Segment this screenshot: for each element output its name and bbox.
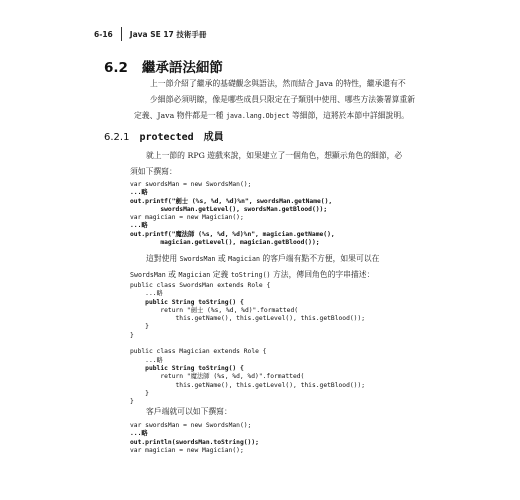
section-heading xyxy=(104,56,223,76)
text-line: 客戶端就可以如下撰寫： xyxy=(146,407,232,416)
code-line: return "魔法師 (%s, %d, %d)".formatted( xyxy=(130,373,305,381)
paragraph-1 xyxy=(130,148,403,180)
code-line xyxy=(130,340,365,348)
code-line: this.getName(), this.getLevel(), this.getBlood()); xyxy=(130,315,366,323)
book-title: Java SE 17 技術手冊 xyxy=(129,29,207,39)
code-line: ...略 xyxy=(130,189,148,197)
code-line: } xyxy=(130,323,149,331)
code-line: out.println(swordsMan.toString()); xyxy=(130,438,259,446)
text-line: SwordsMan 或 Magician 定義 toString() 方法，傳回角色的字串描述： xyxy=(130,270,375,279)
code-block-3 xyxy=(130,422,259,455)
code-line: } xyxy=(130,398,134,406)
code-line: ...略 xyxy=(130,356,163,364)
code-line: ...略 xyxy=(130,430,148,438)
code-line: } xyxy=(130,389,149,397)
code-line: public String toString() { xyxy=(130,298,244,306)
code-line: this.getName(), this.getLevel(), this.getBlood()); xyxy=(130,381,366,389)
code-line: swordsMan.getLevel(), swordsMan.getBlood()); xyxy=(130,205,328,213)
text-line: 須如下撰寫： xyxy=(130,167,177,176)
text-line: 上一節介紹了繼承的基礎觀念與語法，然而結合 Java 的特性，繼承還有不 xyxy=(150,79,406,88)
code-line: public class Magician extends Role { xyxy=(130,348,267,356)
code-line: var swordsMan = new SwordsMan(); xyxy=(130,181,252,188)
code-block-1 xyxy=(130,181,335,247)
code-line: return "劍士 (%s, %d, %d)".formatted( xyxy=(130,306,299,314)
code-line: var magician = new Magician(); xyxy=(130,446,244,454)
intro-paragraph xyxy=(134,76,416,124)
text-line: 少細節必須明瞭，像是哪些成員只限定在子類別中使用、哪些方法簽署算重新 xyxy=(150,95,416,104)
code-line: public class SwordsMan extends Role { xyxy=(130,282,271,289)
code-line: ...略 xyxy=(130,290,163,298)
section-title: 繼承語法細節 xyxy=(141,60,223,76)
paragraph-3 xyxy=(146,404,232,420)
subsection-title-code: protected xyxy=(139,132,194,143)
code-block-2 xyxy=(130,282,365,406)
paragraph-2 xyxy=(130,251,380,283)
code-line: public String toString() { xyxy=(130,364,244,372)
text-line: 這對使用 SwordsMan 或 Magician 的客戶端有點不方便，如果可以在 xyxy=(146,254,380,263)
header-divider xyxy=(121,27,122,41)
code-line: out.printf("劍士 (%s, %d, %d)%n", swordsMan.getName(), xyxy=(130,197,333,205)
code-line: var swordsMan = new SwordsMan(); xyxy=(130,422,252,429)
section-number: 6.2 xyxy=(104,60,128,76)
text-line: 就上一節的 RPG 遊戲來說，如果建立了一個角色，想顯示角色的細節，必 xyxy=(146,151,403,160)
text-line: 定義、Java 物件都是一種 java.lang.Object 等細節，這將於本節中詳細說明。 xyxy=(134,111,409,120)
code-line: var magician = new Magician(); xyxy=(130,214,244,222)
code-line: out.printf("魔法師 (%s, %d, %d)%n", magician.getName(), xyxy=(130,230,335,238)
code-line: ...略 xyxy=(130,222,148,230)
subsection-title-text: 成員 xyxy=(203,132,224,143)
code-line: } xyxy=(130,331,134,339)
subsection-heading xyxy=(104,128,224,143)
running-header xyxy=(94,26,206,42)
code-line: magician.getLevel(), magician.getBlood()); xyxy=(130,239,320,247)
subsection-number: 6.2.1 xyxy=(104,132,130,143)
page-number: 6-16 xyxy=(94,29,113,39)
